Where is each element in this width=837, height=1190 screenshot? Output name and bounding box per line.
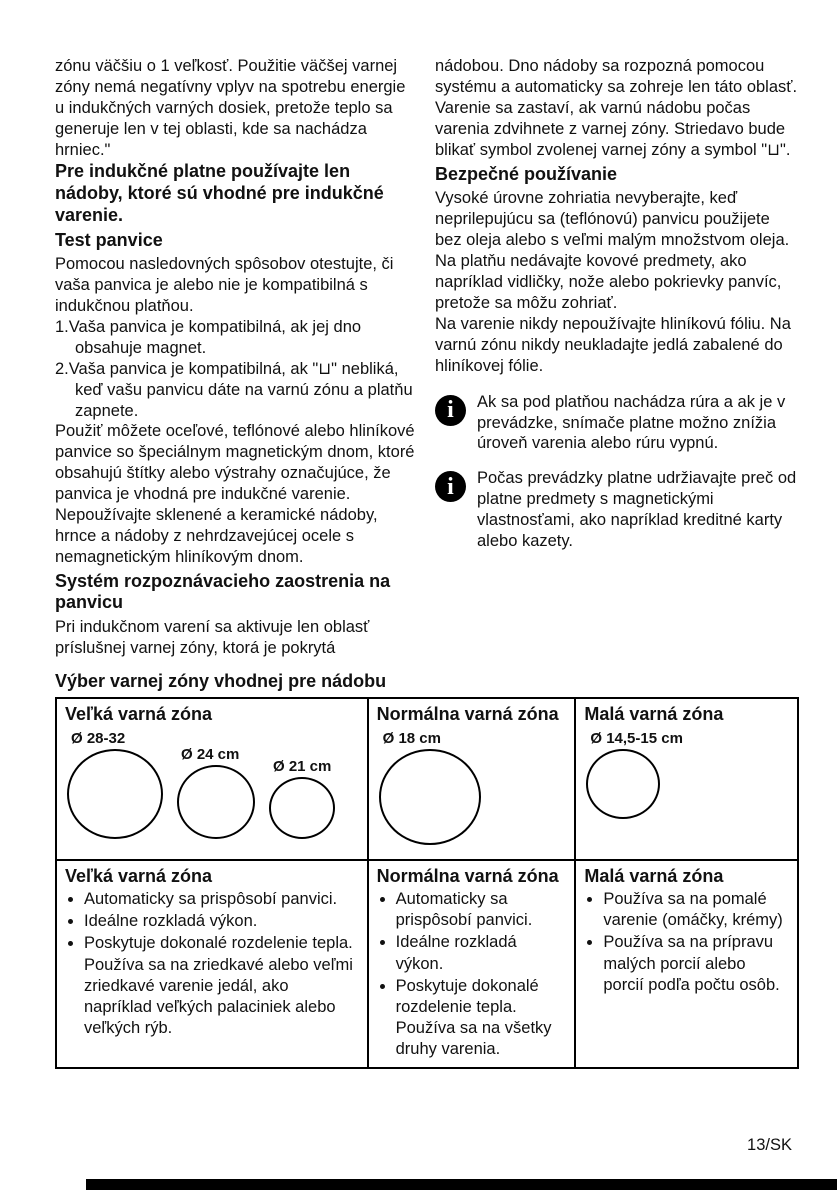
heading-pan-test: Test panvice [55,229,163,250]
zone-bullets-normal [377,889,567,1060]
numbered-item-2: 2.Vaša panvica je kompatibilná, ak "⊔" nebliká, keď vašu panvicu dáte na varnú zónu a platňu zapnete. [55,359,413,420]
right-column [435,56,799,659]
zone-subheader-small: Malá varná zóna [584,865,724,886]
circle-group-24 [177,742,255,839]
zone-header-normal: Normálna varná zóna [376,703,559,724]
zone-subheader-normal: Normálna varná zóna [376,865,559,886]
bullet-item: • Ideálne rozkladá výkon. [396,932,567,974]
para-pan-detection: Pri indukčnom varení sa aktivuje len oblasť príslušnej varnej zóny, ktorá je pokrytá [55,617,370,657]
zone-cell-normal-details [368,860,576,1069]
bullet-item: • Ideálne rozkladá výkon. [84,911,359,932]
circle-label-18: Ø 18 cm [382,730,441,748]
zone-table-title: Výber varnej zóny vhodnej pre nádobu [55,670,387,691]
heading-pan-detection: Systém rozpoznávacieho zaostrenia na panvicu [55,571,391,613]
circle-label-14-15: Ø 14,5-15 cm [590,730,683,748]
para-pan-recognized: nádobou. Dno nádoby sa rozpozná pomocou systému a automaticky sa zohreje len táto oblasť. Varenie sa zastaví, ak varnú nádobu počas varenia zdvihnete z varnej zóny. Striedavo bude blikať symbol zvolenej varnej zóny a symbol "⊔". [435,57,798,159]
zone-cell-large-details [56,860,368,1069]
zone-cell-large-circles [56,698,368,860]
para-test-intro: Pomocou nasledovných spôsobov otestujte, či vaša panvica je alebo nie je kompatibilná s indukčnou platňou. [55,254,394,315]
circle-group-14-15 [586,726,683,819]
bullet-item: • Automaticky sa prispôsobí panvici. [396,889,567,931]
info-block-oven [435,392,799,455]
pan-circle-24 [177,765,255,839]
bullet-item: • Poskytuje dokonalé rozdelenie tepla. Používa sa na všetky druhy varenia. [396,976,567,1060]
para-metal-objects: Na platňu nedávajte kovové predmety, ako napríklad vidličky, nože alebo pokrievky panvíc, pretože sa môžu zohriať. [435,251,782,312]
circle-label-24: Ø 24 cm [181,746,240,764]
para-forbidden-pans: Nepoužívajte sklenené a keramické nádoby, hrnce a nádoby z nehrdzavejúcej ocele s nemagnetickým hliníkovým dnom. [55,506,378,567]
info-text-magnetic: Počas prevádzky platne udržiavajte preč od platne predmety s magnetickými vlastnosťami, ako napríklad kreditné karty alebo kazety. [477,469,797,551]
heading-safe-use: Bezpečné používanie [435,163,618,184]
left-column [55,56,419,659]
zone-cell-small-details [575,860,798,1069]
info-text-oven: Ak sa pod platňou nachádza rúra a ak je v prevádzke, snímače platne možno znížia úroveň varenia alebo rúru vypnú. [477,392,786,453]
para-aluminium-foil: Na varenie nikdy nepoužívajte hliníkovú fóliu. Na varnú zónu nikdy neukladajte jedlá zabalené do hliníkovej fólie. [435,314,791,375]
numbered-item-1: 1.Vaša panvica je kompatibilná, ak jej dno obsahuje magnet. [55,317,362,357]
pan-circle-28-32 [67,749,163,839]
bullet-item: • Používa sa na prípravu malých porcií alebo porcií podľa počtu osôb. [603,932,789,995]
page-number: 13/SK [747,1136,792,1154]
zone-header-small: Malá varná zóna [584,703,724,724]
bullet-item: • Automaticky sa prispôsobí panvici. [84,889,359,910]
circle-group-18 [379,726,481,845]
zone-bullets-small [584,889,789,996]
circle-label-28-32: Ø 28-32 [71,730,126,748]
zone-header-large: Veľká varná zóna [65,703,213,724]
zone-subheader-large: Veľká varná zóna [65,865,213,886]
circle-row-small [584,724,789,821]
page-bottom-bar [86,1179,837,1190]
info-icon: i [435,471,466,502]
bullet-item: • Poskytuje dokonalé rozdelenie tepla. Používa sa na zriedkavé alebo veľmi zriedkavé varenie jedál, ako napríklad veľkých palaciniek alebo veľkých rýb. [84,933,359,1039]
induction-pans-note: Pre indukčné platne používajte len nádoby, ktoré sú vhodné pre indukčné varenie. [55,160,384,225]
circle-label-21: Ø 21 cm [273,758,332,776]
circle-row-normal [377,724,567,847]
info-icon: i [435,395,466,426]
circle-group-21 [269,754,335,839]
info-block-magnetic [435,468,799,552]
circle-group-28-32 [67,726,163,839]
text-columns [55,56,799,659]
pan-circle-18 [379,749,481,845]
pan-circle-14-15 [586,749,660,819]
bullet-item: • Používa sa na pomalé varenie (omáčky, krémy) [603,889,789,931]
para-allowed-pans: Použiť môžete oceľové, teflónové alebo hliníkové panvice so špeciálnym magnetickým dnom, ktoré obsahujú štítky alebo výstrahy označujúce, že panvica je vhodná pre indukčné varenie. [55,422,415,504]
pan-circle-21 [269,777,335,839]
zone-cell-normal-circles [368,698,576,860]
zone-table [55,697,799,1070]
zone-bullets-large [65,889,359,1039]
para-zone-size: zónu väčšiu o 1 veľkosť. Použitie väčšej varnej zóny nemá negatívny vplyv na spotrebu energie u indukčných varných dosiek, pretože teplo sa generuje len v tej oblasti, kde sa nachádza hrniec." [55,57,406,159]
para-high-heat: Vysoké úrovne zohriatia nevyberajte, keď neprilepujúcu sa (teflónovú) panvicu použijete bez oleja alebo s veľmi malým množstvom oleja. [435,189,790,249]
circle-row-large [65,724,359,841]
zone-cell-small-circles [575,698,798,860]
